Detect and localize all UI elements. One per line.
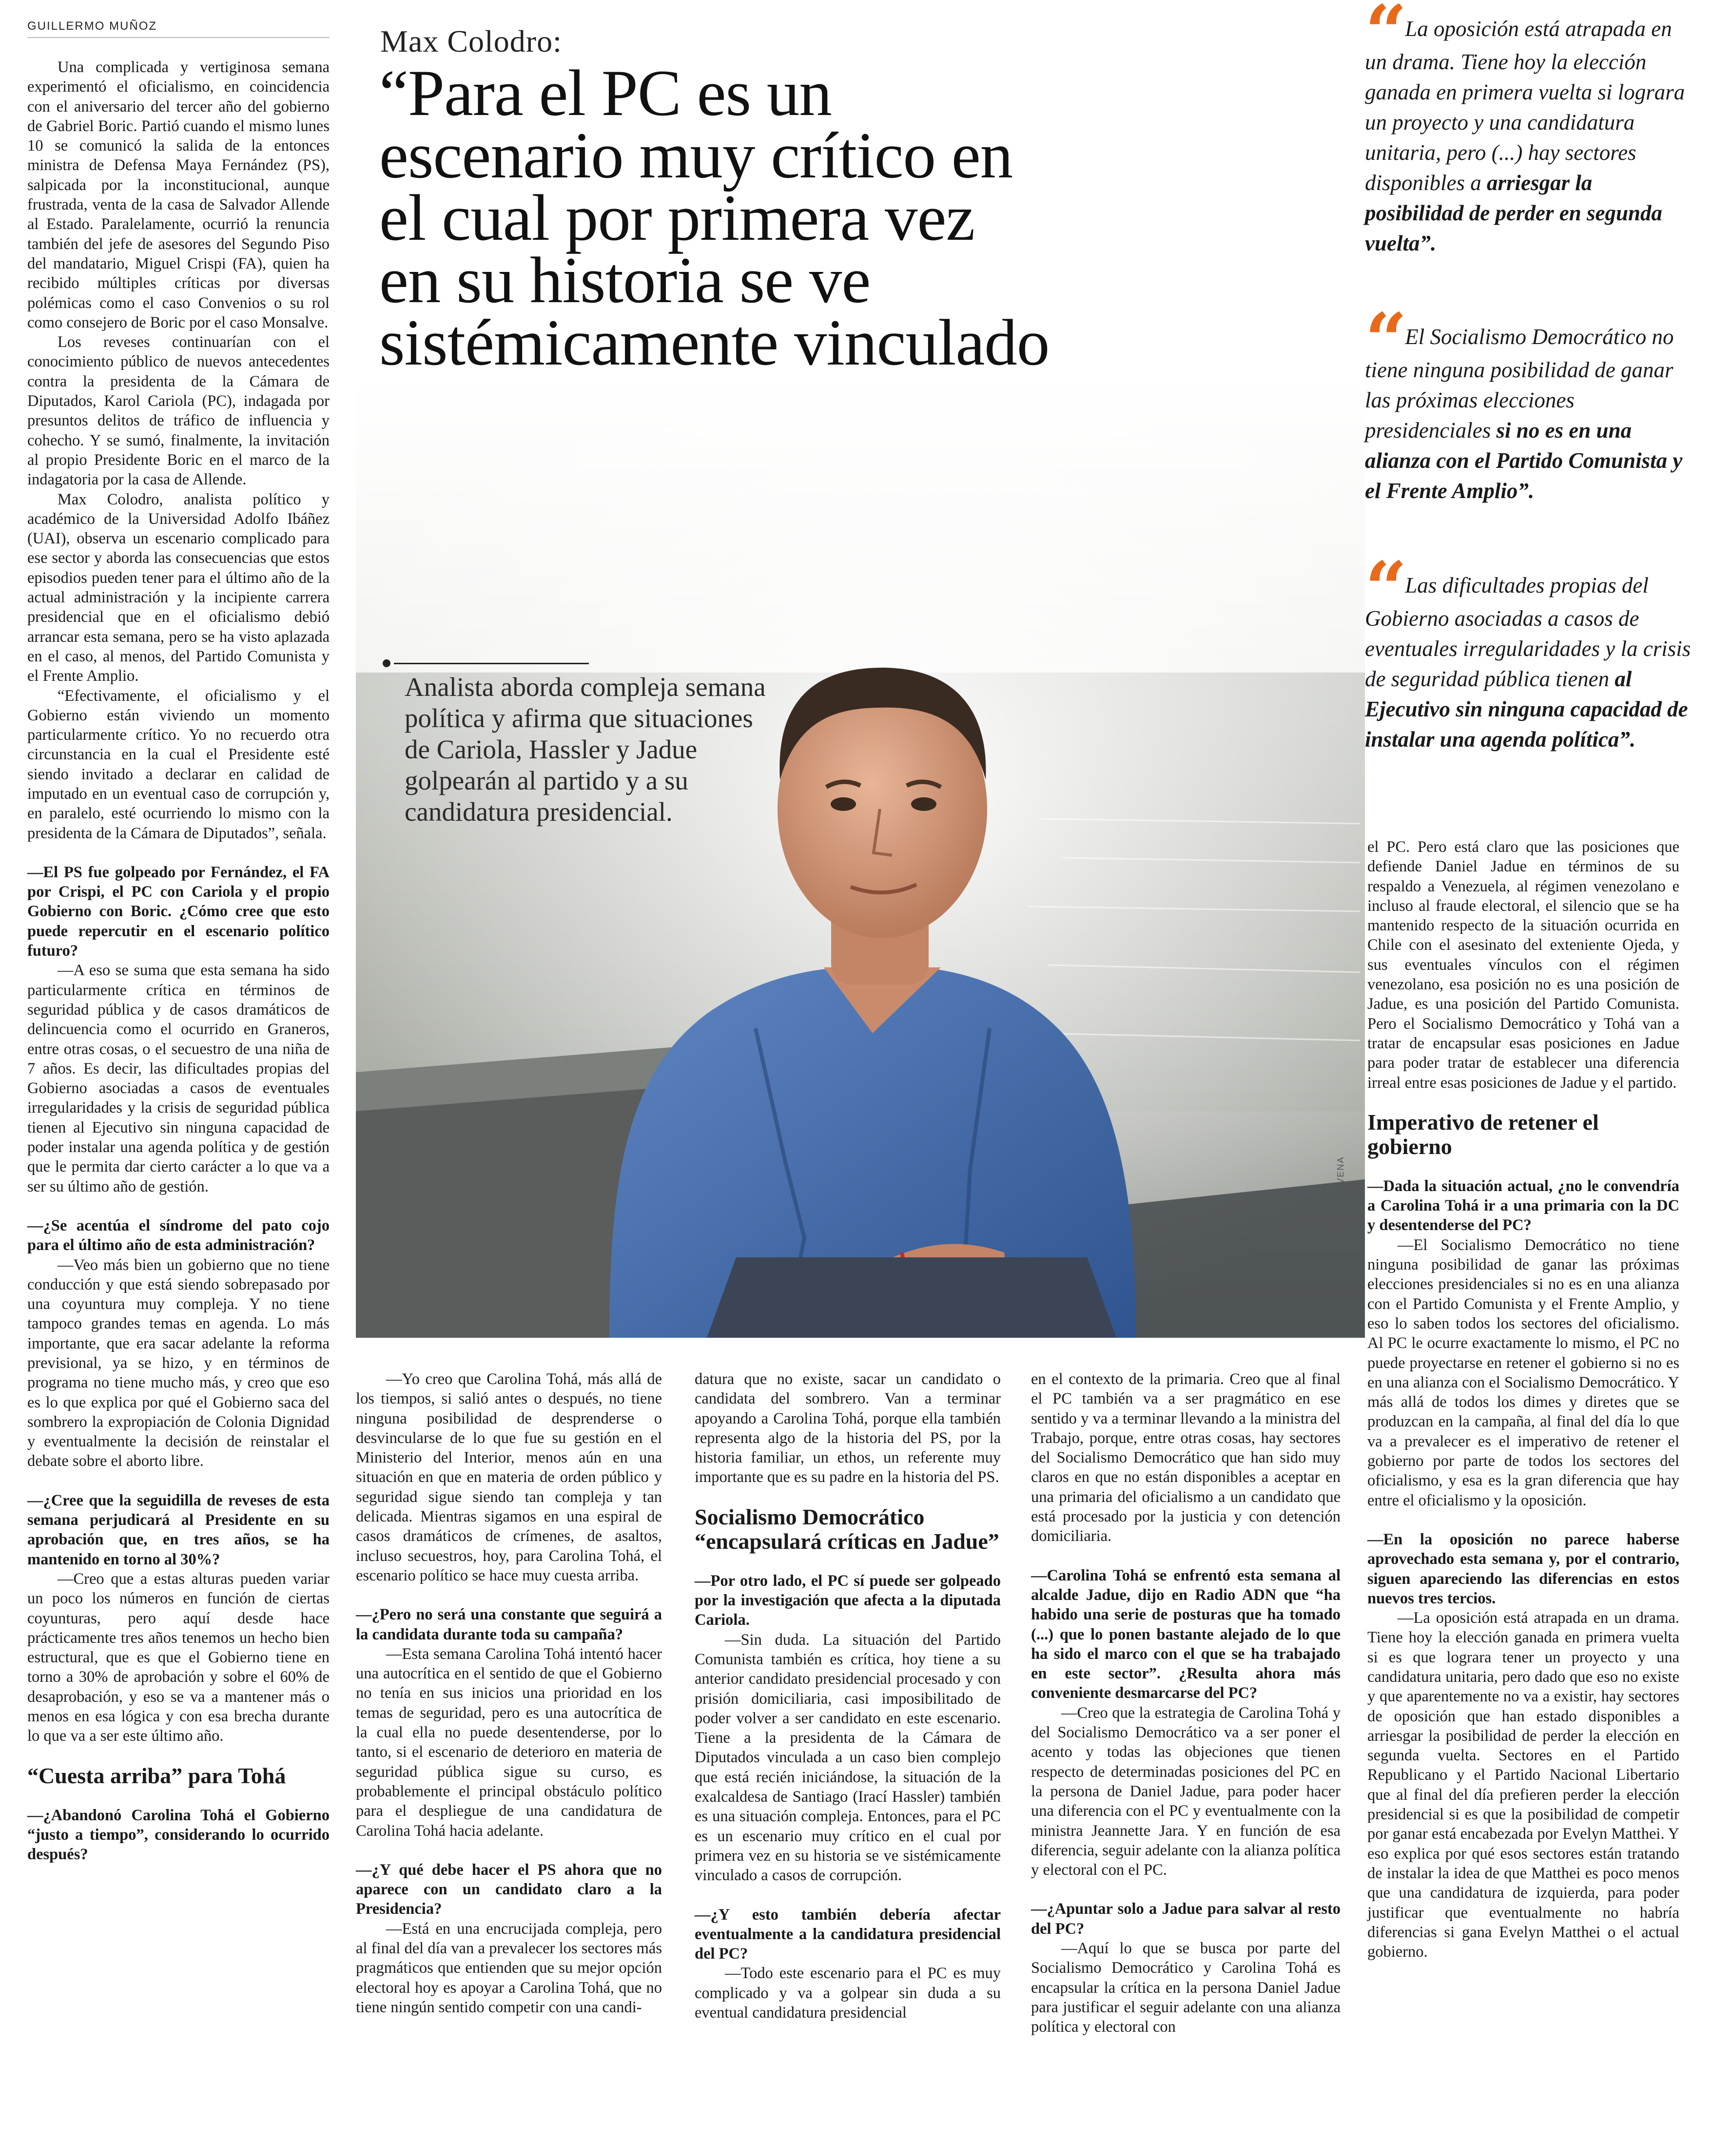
paragraph: —La oposición está atrapada en un drama. Tiene hoy la elección ganada en primera vuelta si es que lograra tener un proyecto y una candidatura unitaria, pero dado que eso no existe y que aparentemente no va a existir, hay sectores de oposición que han estado disponibles a arriesgar la posibilidad de perder la elección en segunda vuelta. Sectores en el Partido Republicano y el Partido Nacional Libertario que al final del día prefieren perder la elección presidencial si es que la posibilidad de competir por ganar está encabezada por Evelyn Matthei. Y eso explica por qué esos sectores están tratando de instalar la idea de que Matthei es poco menos que una candidatura de izquierda, para poder justificar que eventualmente no habría diferencias si gana Evelyn Matthei o el actual gobierno. xyxy=(1367,1609,1679,1961)
paragraph: el PC. Pero está claro que las posiciones que defiende Daniel Jadue en términos de su respaldo a Venezuela, al régimen venezolano e incluso al fraude electoral, el silencio que se ha mantenido respecto de la situación ocurrida en Chile con el asesinato del exteniente Ojeda, y sus eventuales vínculos con el régimen venezolano, esa posición no es una posición de Jadue, es una posición del Partido Comunista. Pero el Socialismo Democrático y Tohá van a tratar de encapsular esas posiciones en Jadue para poder tratar de establecer una diferencia irreal entre esas posiciones de Jadue y el partido. xyxy=(1367,838,1679,1092)
paragraph: —Yo creo que Carolina Tohá, más allá de los tiempos, si salió antes o después, no tiene ninguna posibilidad de desprenderse o desvincularse de lo que fue su gestión en el Ministerio del Interior, menos aún en una situación en que en materia de orden público y seguridad sigue siendo tan compleja y tan delicada. Mientras sigamos en una espiral de casos dramáticos de crímenes, de asaltos, incluso secuestros, hoy, para Carolina Tohá, el escenario político se hace muy cuesta arriba. xyxy=(356,1370,662,1584)
quote-mark-icon: “ xyxy=(1365,0,1399,75)
deck-bullet xyxy=(383,659,390,667)
paragraph: en el contexto de la primaria. Creo que al final el PC también va a ser pragmático en ese sentido y va a terminar llevando a la ministra del Trabajo, porque, entre otras cosas, hay sectores del Socialismo Democrático que han sido muy claros en que no están disponibles a aceptar en una primaria del oficialismo a un candidato que está procesado por la justicia y con detención domiciliaria. xyxy=(1031,1370,1341,1545)
pullquote-bold: si no es en una alianza con el Partido Comunista y el Frente Amplio xyxy=(1365,418,1683,503)
interview-question: —¿Se acentúa el síndrome del pato cojo para el último año de esta administración? xyxy=(27,1216,330,1254)
article-column-5 xyxy=(1367,837,1679,1962)
deck-summary: Analista aborda compleja semana política y afirma que situaciones de Cariola, Hassler y Jadue golpearán al partido y a su candidatura presidencial. xyxy=(405,672,766,827)
paragraph: “Efectivamente, el oficialismo y el Gobierno están viviendo un momento particularmente crítico. Yo no recuerdo otra circunstancia en la cual el Presidente esté siendo invitado a declarar en calidad de imputado en un eventual caso de corrupción y, en paralelo, esté ocurriendo lo mismo con la presidenta de la Cámara de Diputados”, señala. xyxy=(27,687,330,842)
pullquote-text: Las dificultades propias del Gobierno asociadas a casos de eventuales irregularidades y la crisis de seguridad pública tienen xyxy=(1365,573,1691,691)
byline-rule xyxy=(27,37,330,38)
interview-question: —Por otro lado, el PC sí puede ser golpeado por la investigación que afecta a la diputada Cariola. xyxy=(695,1572,1001,1629)
quote-mark-icon: “ xyxy=(1365,546,1399,632)
interview-question: —Dada la situación actual, ¿no le convendría a Carolina Tohá ir a una primaria con la DC y desentenderse del PC? xyxy=(1367,1177,1679,1234)
article-column-2 xyxy=(356,1369,662,2017)
headline-line: escenario muy crítico en xyxy=(379,119,1013,192)
paragraph: —Todo este escenario para el PC es muy complicado y va a golpear sin duda a su eventual candidatura presidencial xyxy=(695,1964,1001,2022)
interview-question: —¿Y esto también debería afectar eventualmente a la candidatura presidencial del PC? xyxy=(695,1906,1001,1963)
pullquote xyxy=(1365,0,1696,258)
paragraph: —Creo que la estrategia de Carolina Tohá y del Socialismo Democrático va a ser poner el acento y todas las objeciones que tienen respecto de determinadas posiciones del PC en la persona de Daniel Jadue, para poder hacer una diferencia con el PC y eventualmente con la ministra Jeannette Jara. Y en función de esa diferencia, seguir adelante con la alianza política y electoral con el PC. xyxy=(1031,1704,1341,1879)
paragraph: Una complicada y vertiginosa semana experimentó el oficialismo, en coincidencia con el aniversario del tercer año del gobierno de Gabriel Boric. Partió cuando el mismo lunes 10 se comunicó la salida de la entonces ministra de Defensa Maya Fernández (PS), salpicada por la inconstitucional, aunque frustrada, venta de la casa de Salvador Allende al Estado. Paralelamente, ocurrió la renuncia también del jefe de asesores del Segundo Piso del mandatario, Miguel Crispi (FA), quien ha recibido múltiples críticas por diversas polémicas como el caso Convenios o su rol como consejero de Boric por el caso Monsalve. xyxy=(27,58,330,331)
headline-kicker: Max Colodro: xyxy=(380,24,562,58)
headline-line: el cual por primera vez xyxy=(379,182,975,254)
pullquote-end: ”. xyxy=(1420,231,1437,255)
paragraph: Los reveses continuarían con el conocimiento público de nuevos antecedentes contra la presidenta de la Cámara de Diputados, Karol Cariola (PC), indagada por presuntos delitos de tráfico de influencia y cohecho. Y se sumó, finalmente, la invitación al propio Presidente Boric en el marco de la indagatoria por la casa de Allende. xyxy=(27,333,330,489)
interview-question: —Carolina Tohá se enfrentó esta semana al alcalde Jadue, dijo en Radio ADN que “ha habido una serie de posturas que ha tomado (...) que lo ponen bastante alejado de lo que ha sido el marco con el que se ha trabajado en este sector”. ¿Resulta ahora más conveniente desmarcarse del PC? xyxy=(1031,1566,1341,1702)
paragraph: —A eso se suma que esta semana ha sido particularmente crítica en términos de seguridad pública y de casos dramáticos de delincuencia como el ocurrido en Graneros, entre otras cosas, o el secuestro de una niña de 7 años. Es decir, las dificultades propias del Gobierno asociadas a casos de eventuales irregularidades y la crisis de seguridad pública tienen al Ejecutivo sin ninguna capacidad de poder instalar una agenda política y de gestión que le permita dar cierto carácter a lo que va a ser su último año de gestión. xyxy=(27,962,330,1195)
photo-credit: HÉCTOR ARAVENA xyxy=(1336,1156,1345,1250)
paragraph: —Creo que a estas alturas pueden variar un poco los números en función de ciertas coyunturas, pero aquí desde hace prácticamente tres años tenemos un hecho bien estructural, que es que el Gobierno tiene en torno a 30% de aprobación y sobre el 60% de desaprobación, y eso se va a mantener más o menos en esa lógica y con esa brecha durante lo que va a ser este último año. xyxy=(27,1570,330,1745)
pullquote-end: ”. xyxy=(1619,727,1636,751)
quote-mark-icon: “ xyxy=(1365,297,1399,383)
interview-question: —En la oposición no parece haberse aprovechado esta semana y, por el contrario, siguen apareciendo las diferencias en estos nuevos tres tercios. xyxy=(1367,1530,1679,1607)
article-column-3 xyxy=(695,1369,1001,2022)
paragraph: —El Socialismo Democrático no tiene ninguna posibilidad de ganar las próximas elecciones presidenciales si no es en una alianza con el Partido Comunista y el Frente Amplio, y eso lo saben todos los sectores del oficialismo. Al PC le ocurre exactamente lo mismo, el PC no puede proyectarse en retener el gobierno si no es en una alianza con el Socialismo Democrático. Y más allá de todos los dimes y diretes que se produzcan en la campaña, al final del día lo que va a prevalecer es el imperativo de retener el gobierno por parte de todos los sectores del oficialismo, y esa es la gran diferencia que hay entre el oficialismo y la oposición. xyxy=(1367,1236,1679,1509)
article-column-1 xyxy=(27,58,330,1865)
headline-line: “Para el PC es un xyxy=(379,57,832,130)
section-subhead: “Cuesta arriba” para Tohá xyxy=(27,1763,286,1788)
pullquote-bold: al Ejecutivo sin ninguna capacidad de instalar una agenda política xyxy=(1365,667,1688,751)
paragraph: —Sin duda. La situación del Partido Comunista también es crítica, hoy tiene a su anterior candidato presidencial procesado y con prisión domiciliaria, casi imposibilitado de poder volver a ser candidato en este escenario. Tiene a la presidenta de la Cámara de Diputados vinculada a un caso bien complejo que está recién iniciándose, la situación de la exalcaldesa de Santiago (Irací Hassler) también es una situación compleja. Entonces, para el PC es un escenario muy crítico en el cual por primera vez en su historia se ve sistémicamente vinculado a casos de corrupción. xyxy=(695,1631,1001,1885)
paragraph: —Esta semana Carolina Tohá intentó hacer una autocrítica en el sentido de que el Gobierno no tenía en sus inicios una prioridad en los temas de seguridad, pero es una autocrítica de la cual ella no puede desentenderse, por lo tanto, si el escenario de deterioro en materia de seguridad pública sigue su curso, es probablemente el principal obstáculo político para el despliegue de una candidatura de Carolina Tohá hacia adelante. xyxy=(356,1645,662,1840)
byline: GUILLERMO MUÑOZ xyxy=(27,19,157,33)
headline-line: en su historia se ve xyxy=(379,244,871,317)
pullquote xyxy=(1365,546,1696,754)
section-subhead: Socialismo Democrático “encapsulará críticas en Jadue” xyxy=(695,1504,999,1554)
interview-question: —El PS fue golpeado por Fernández, el FA por Crispi, el PC con Cariola y el propio Gobierno con Boric. ¿Cómo cree que esto puede repercutir en el escenario político futuro? xyxy=(27,863,330,960)
paragraph: —Está en una encrucijada compleja, pero al final del día van a prevalecer los sectores más pragmáticos que entienden que su mejor opción electoral hoy es apoyar a Carolina Tohá, que no tiene ningún sentido competir con una candi- xyxy=(356,1920,662,2016)
pullquote-end: ”. xyxy=(1517,479,1535,503)
interview-question: —¿Pero no será una constante que seguirá a la candidata durante toda su campaña? xyxy=(356,1606,662,1643)
portrait-illustration xyxy=(356,380,1365,1338)
pullquote-text: La oposición está atrapada en un drama. Tiene hoy la elección ganada en primera vuelta si lograra un proyecto y una candidatura unitaria, pero (...) hay sectores disponibles a xyxy=(1365,17,1685,195)
interview-question: —¿Y qué debe hacer el PS ahora que no aparece con un candidato claro a la Presidencia? xyxy=(356,1861,662,1918)
paragraph: Max Colodro, analista político y académico de la Universidad Adolfo Ibáñez (UAI), observa un escenario complicado para ese sector y aborda las consecuencias que estos episodios pueden tener para el último año de la actual administración y la incipiente carrera presidencial que en el oficialismo debió arrancar esta semana, pero se ha visto aplazada en el caso, al menos, del Partido Comunista y el Frente Amplio. xyxy=(27,490,330,685)
pullquote xyxy=(1365,297,1696,506)
portrait-photo xyxy=(356,380,1365,1338)
headline-line: sistémicamente vinculado xyxy=(379,307,1050,379)
pullquote-bold: arriesgar la posibilidad de perder en segunda vuelta xyxy=(1365,171,1663,255)
paragraph: datura que no existe, sacar un candidato o candidata del sombrero. Van a terminar apoyando a Carolina Tohá, porque ella también representa algo de la historia del PS, por la historia familiar, un ethos, un referente muy importante que es su padre en la historia del PS. xyxy=(695,1370,1001,1486)
pullquote-text: El Socialismo Democrático no tiene ninguna posibilidad de ganar las próximas elecciones presidenciales xyxy=(1365,325,1674,443)
interview-question: —¿Cree que la seguidilla de reveses de esta semana perjudicará al Presidente en su aprobación que, en tres años, se ha mantenido en torno al 30%? xyxy=(27,1491,330,1568)
article-column-4 xyxy=(1031,1369,1341,2037)
interview-question: —¿Apuntar solo a Jadue para salvar al resto del PC? xyxy=(1031,1900,1341,1938)
interview-question: —¿Abandonó Carolina Tohá el Gobierno “justo a tiempo”, considerando lo ocurrido después? xyxy=(27,1806,330,1864)
paragraph: —Aquí lo que se busca por parte del Socialismo Democrático y Carolina Tohá es encapsular la crítica en la persona Daniel Jadue para justificar el seguir adelante con una alianza política y electoral con xyxy=(1031,1940,1341,2036)
paragraph: —Veo más bien un gobierno que no tiene conducción y que está siendo sobrepasado por una coyuntura muy compleja. Y no tiene tampoco grandes temas en agenda. Lo más importante, que era sacar adelante la reforma previsional, ya se hizo, y en términos de programa no tiene mucho más, y creo que eso es lo que explica por qué el Gobierno saca del sombrero la expropiación de Colonia Dignidad y eventualmente la decisión de reinstalar el debate sobre el aborto libre. xyxy=(27,1256,330,1470)
section-subhead: Imperativo de retener el gobierno xyxy=(1367,1109,1599,1159)
deck-rule xyxy=(394,663,589,664)
